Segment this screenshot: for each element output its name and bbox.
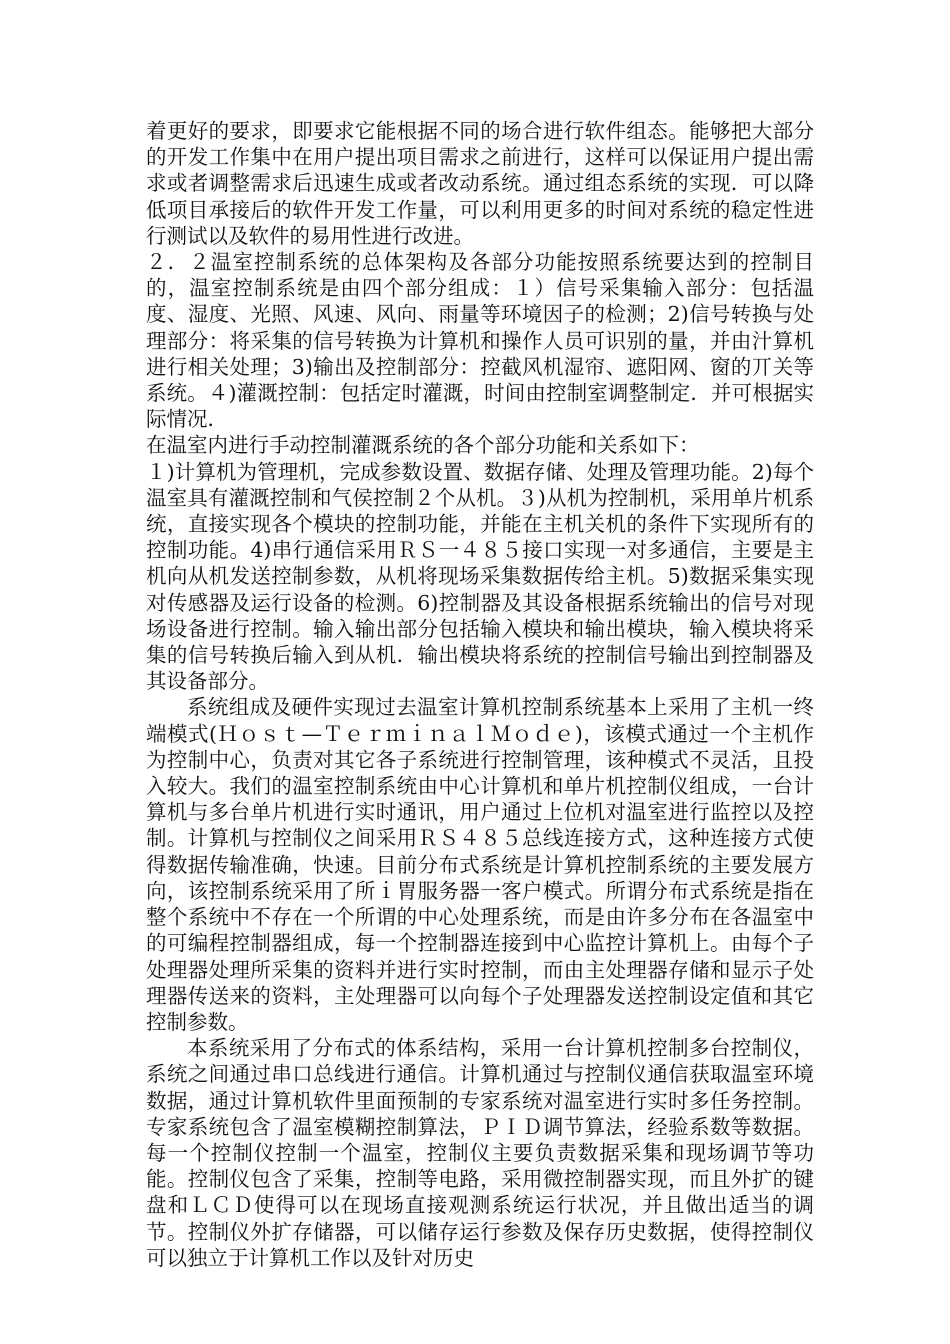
document-page (146, 118, 814, 1271)
paragraph-distributed-structure: 本系统采用了分布式的体系结构，采用一台计算机控制多台控制仪，系统之间通过串口总线进行通信。计算机通过与控制仪通信获取温室环境数据，通过计算机软件里面预制的专家系统对温室进行实时多任务控制。专家系统包含了温室模糊控制算法，ＰＩＤ调节算法，经验系数等数据。每一个控制仪控制一个温室，控制仪主要负责数据采集和现场调节等功能。控制仪包含了采集，控制等电路，采用微控制器实现，而且外扩的键盘和ＬＣＤ使得可以在现场直接观测系统运行状况，并且做出适当的调节。控制仪外扩存储器，可以储存运行参数及保存历史数据，使得控制仪可以独立于计算机工作以及针对历史 (146, 1036, 814, 1270)
paragraph-system-architecture: ２．２温室控制系统的总体架构及各部分功能按照系统要达到的控制目的，温室控制系统是由四个部分组成：１）信号采集输入部分：包括温度、湿度、光照、风速、风向、雨量等环境因子的检测；2)信号转换与处理部分：将采集的信号转换为计算机和操作人员可识别的量，并由汁算机进行相关处理；3)输出及控制部分：控截风机湿帘、遮阳网、窗的丌关等系统。４)灌溉控制：包括定时灌溉，时间由控制室调整制定．并可根据实际情况． (146, 250, 814, 432)
paragraph-module-functions: １)计算机为管理机，完成参数设置、数据存储、处理及管理功能。2)每个温室具有灌溉控制和气侯控制２个从机。３)从机为控制机，采用单片机系统，直接实现各个模块的控制功能，并能在主机关机的条件下实现所有的控制功能。4)串行通信采用ＲＳ一４８５接口实现一对多通信，主要是主机向从机发送控制参数，从机将现场采集数据传给主机。5)数据采集实现对传感器及运行设备的检测。6)控制器及其设备根据系统输出的信号对现场设备进行控制。输入输出部分包括输入模块和输出模块，输入模块将采集的信号转换后输入到从机．输出模块将系统的控制信号输出到控制器及其设备部分。 (146, 459, 814, 694)
paragraph-hardware-implementation: 系统组成及硬件实现过去温室计算机控制系统基本上采用了主机一终端模式(Ｈｏｓｔ—ＴｅｒｍｉｎａｌＭｏｄｅ)，该模式通过一个主机作为控制中心，负责对其它各子系统进行控制管理，该种模式不灵活，且投入较大。我们的温室控制系统由中心计算机和单片机控制仪组成，一台计算机与多台单片机进行实时通讯，用户通过上位机对温室进行监控以及控制。计算机与控制仪之间采用ＲＳ４８５总线连接方式，这种连接方式使得数据传输准确，快速。目前分布式系统是计算机控制系统的主要发展方向，该控制系统采用了所ｉ胃服务器一客户模式。所谓分布式系统是指在整个系统中不存在一个所谓的中心处理系统，而是由许多分布在各温室中的可编程控制器组成，每一个控制器连接到中心监控计算机上。由每个子处理器处理所采集的资料并进行实时控制，而由主处理器存储和显示子处理器传送来的资料，主处理器可以向每个子处理器发送控制设定值和其它控制参数。 (146, 695, 814, 1034)
paragraph-manual-irrigation-intro: 在温室内进行手动控制灌溉系统的各个部分功能和关系如下： (146, 433, 700, 458)
paragraph-config-software: 着更好的要求，即要求它能根据不同的场合进行软件组态。能够把大部分的开发工作集中在用户提出项目需求之前进行，这样可以保证用户提出需求或者调整需求后迅速生成或者改动系统。通过组态系统的实现．可以降低项目承接后的软件开发工作量，可以利用更多的时间对系统的稳定性进行测试以及软件的易用性进行改进。 (146, 119, 814, 248)
